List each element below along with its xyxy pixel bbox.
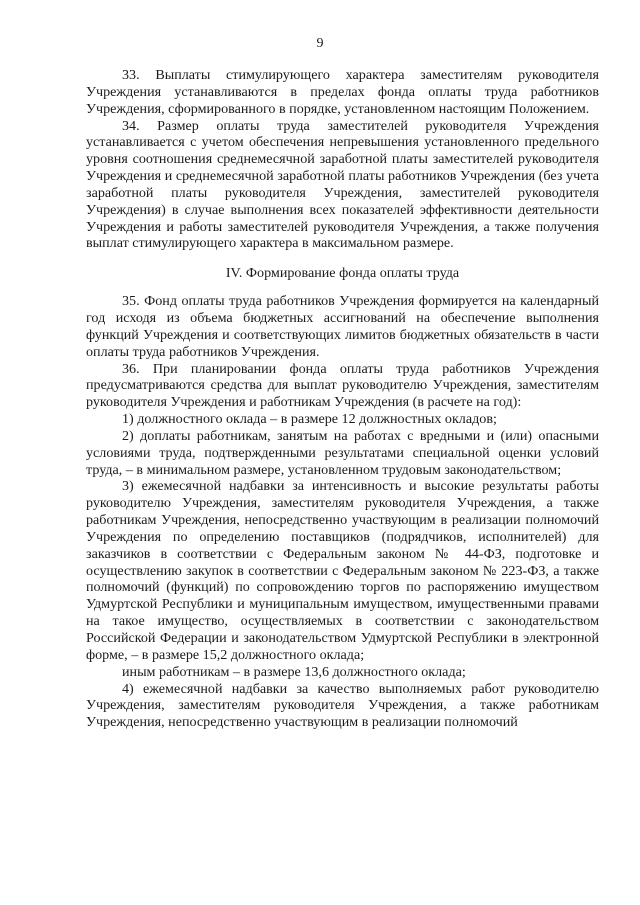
paragraph-34: 34. Размер оплаты труда заместителей руководителя Учреждения устанавливается с учетом обеспечения непревышения установленного предельного уровня соотношения среднемесячной заработной платы заместителей руководителя Учреждения и среднемесячной заработной платы работников Учреждения (без учета заработной платы руководителя Учреждения, заместителей руководителя Учреждения) в случае выполнения всех показателей эффективности деятельности Учреждения и работы заместителей руководителя Учреждения, а также получения выплат стимулирующего характера в максимальном размере. bbox=[86, 117, 599, 252]
list-item-3-other: иным работникам – в размере 13,6 должностного оклада; bbox=[122, 663, 466, 680]
page-number: 9 bbox=[316, 36, 324, 51]
paragraph-36: 36. При планировании фонда оплаты труда работников Учреждения предусматриваются средства для выплат руководителю Учреждения, заместителям руководителя Учреждения и работникам Учреждения (в расчете на год): bbox=[86, 360, 599, 411]
list-item-3: 3) ежемесячной надбавки за интенсивность и высокие результаты работы руководителю Учреждения, заместителям руководителя Учреждения, а также работникам Учреждения, непосредственно участвующим в реализации полномочий Учреждения по определению поставщиков (подрядчиков, исполнителей) для заказчиков в соответствии с Федеральным законом № 44-ФЗ, подготовке и осуществлению закупок в соответствии с Федеральным законом № 223-ФЗ, а также полномочий (функций) по сопровождению торгов по распоряжению имуществом Удмуртской Республики и муниципальным имуществом, имущественными правами на такое имущество, осуществляемых в соответствии с законодательством Российской Федерации и законодательством Удмуртской Республики в электронной форме, – в размере 15,2 должностного оклада; bbox=[86, 478, 599, 663]
paragraph-35: 35. Фонд оплаты труда работников Учреждения формируется на календарный год исходя из объема бюджетных ассигнований на обеспечение выполнения функций Учреждения и соответствующих лимитов бюджетных обязательств в части оплаты труда работников Учреждения. bbox=[86, 293, 599, 360]
list-item-2: 2) доплаты работникам, занятым на работах с вредными и (или) опасными условиями труда, подтвержденными результатами специальной оценки условий труда, – в минимальном размере, установленном трудовым законодательством; bbox=[86, 427, 599, 478]
list-item-4: 4) ежемесячной надбавки за качество выполняемых работ руководителю Учреждения, заместителям руководителя Учреждения, а также работникам Учреждения, непосредственно участвующим в реализации полномочий bbox=[86, 680, 599, 731]
paragraph-33: 33. Выплаты стимулирующего характера заместителям руководителя Учреждения устанавливаются в пределах фонда оплаты труда работников Учреждения, сформированного в порядке, установленном настоящим Положением. bbox=[86, 67, 599, 117]
section-heading: IV. Формирование фонда оплаты труда bbox=[225, 265, 460, 282]
document-body bbox=[86, 67, 599, 731]
list-item-1: 1) должностного оклада – в размере 12 должностных окладов; bbox=[122, 411, 497, 428]
